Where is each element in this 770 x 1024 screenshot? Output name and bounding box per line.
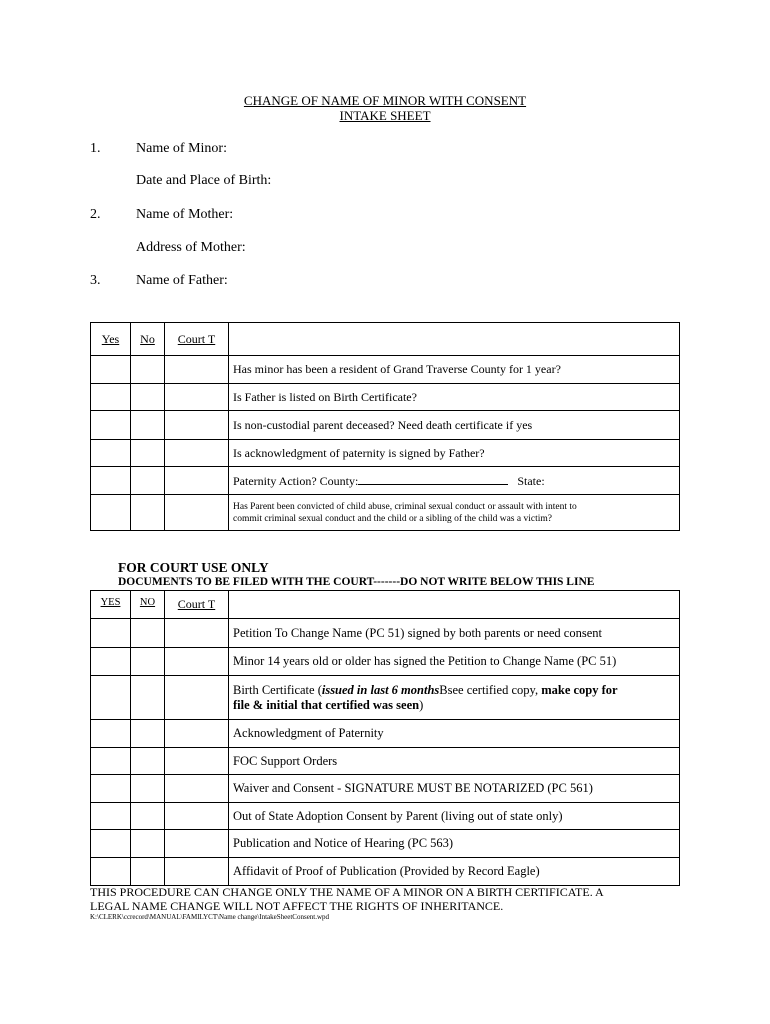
conviction-line-2: commit criminal sexual conduct and the child or a sibling of the child was a victim? [233, 513, 552, 524]
question-acknowledgment: Is acknowledgment of paternity is signed by Father? [229, 440, 680, 467]
footer-line-2: LEGAL NAME CHANGE WILL NOT AFFECT THE RIGHTS OF INHERITANCE. [90, 899, 504, 913]
table-row [91, 384, 680, 411]
birth-cert-initial: file & initial that certified was seen [233, 697, 420, 712]
yes-checkbox-cell[interactable] [91, 619, 131, 648]
birth-cert-see-certified: Bsee certified copy, [439, 682, 542, 697]
no-checkbox-cell[interactable] [131, 858, 165, 886]
court-cell[interactable] [165, 467, 229, 495]
table-row [91, 411, 680, 440]
no-checkbox-cell[interactable] [131, 648, 165, 676]
doc-foc-orders: FOC Support Orders [229, 748, 680, 775]
name-of-minor-label: Name of Minor: [136, 141, 227, 156]
court-header: Court T [165, 323, 229, 356]
yes-header: Yes [91, 323, 131, 356]
address-of-mother-label: Address of Mother: [136, 240, 246, 255]
form-subtitle: INTAKE SHEET [339, 108, 431, 123]
no-checkbox-cell[interactable] [131, 467, 165, 495]
court-cell[interactable] [165, 495, 229, 531]
yes-checkbox-cell[interactable] [91, 467, 131, 495]
yes-checkbox-cell[interactable] [91, 676, 131, 720]
item-number: 2. [90, 207, 101, 222]
doc-affidavit: Affidavit of Proof of Publication (Provided by Record Eagle) [229, 858, 680, 886]
footer-line-1: THIS PROCEDURE CAN CHANGE ONLY THE NAME OF A MINOR ON A BIRTH CERTIFICATE. A [90, 885, 604, 899]
file-path: K:\CLERK\ccrecord\MANUAL\FAMILYCT\Name change\IntakeSheetConsent.wpd [90, 913, 330, 921]
court-cell[interactable] [165, 830, 229, 858]
doc-waiver-consent: Waiver and Consent - SIGNATURE MUST BE NOTARIZED (PC 561) [229, 775, 680, 803]
table-row [91, 467, 680, 495]
yes-checkbox-cell[interactable] [91, 830, 131, 858]
table-row [91, 775, 680, 803]
conviction-line-1: Has Parent been convicted of child abuse, criminal sexual conduct or assault with intent to [233, 501, 577, 512]
yes-checkbox-cell[interactable] [91, 495, 131, 531]
yes-checkbox-cell[interactable] [91, 775, 131, 803]
item-number: 3. [90, 273, 101, 288]
table-row [91, 676, 680, 720]
yes-checkbox-cell[interactable] [91, 648, 131, 676]
no-checkbox-cell[interactable] [131, 619, 165, 648]
table-header-row [91, 323, 680, 356]
court-use-heading: FOR COURT USE ONLY [118, 560, 269, 575]
yes-checkbox-cell[interactable] [91, 720, 131, 748]
court-cell[interactable] [165, 775, 229, 803]
no-checkbox-cell[interactable] [131, 803, 165, 830]
table-row [91, 720, 680, 748]
doc-petition: Petition To Change Name (PC 51) signed by both parents or need consent [229, 619, 680, 648]
table-row [91, 648, 680, 676]
no-checkbox-cell[interactable] [131, 775, 165, 803]
court-documents-subheading: DOCUMENTS TO BE FILED WITH THE COURT-------DO NOT WRITE BELOW THIS LINE [118, 576, 595, 588]
table-row [91, 440, 680, 467]
question-paternity-action [229, 467, 680, 495]
paternity-county-label: Paternity Action? County: [233, 474, 359, 488]
birth-cert-issued: issued in last 6 months [321, 682, 440, 697]
no-checkbox-cell[interactable] [131, 384, 165, 411]
date-place-birth-label: Date and Place of Birth: [136, 173, 272, 188]
question-parent-deceased: Is non-custodial parent deceased? Need death certificate if yes [229, 411, 680, 440]
no-checkbox-cell[interactable] [131, 411, 165, 440]
doc-publication: Publication and Notice of Hearing (PC 563) [229, 830, 680, 858]
yes-checkbox-cell[interactable] [91, 411, 131, 440]
doc-minor-signed: Minor 14 years old or older has signed the Petition to Change Name (PC 51) [229, 648, 680, 676]
birth-cert-close: ) [419, 697, 424, 712]
county-field[interactable] [358, 472, 508, 485]
no-checkbox-cell[interactable] [131, 748, 165, 775]
doc-acknowledgment: Acknowledgment of Paternity [229, 720, 680, 748]
court-cell[interactable] [165, 356, 229, 384]
table-row [91, 830, 680, 858]
table-row [91, 858, 680, 886]
footer-notice [90, 885, 604, 913]
court-cell[interactable] [165, 619, 229, 648]
doc-out-of-state: Out of State Adoption Consent by Parent (living out of state only) [229, 803, 680, 830]
court-cell[interactable] [165, 411, 229, 440]
no-checkbox-cell[interactable] [131, 356, 165, 384]
paternity-state-label: State: [517, 474, 545, 488]
court-cell[interactable] [165, 676, 229, 720]
table-row [91, 356, 680, 384]
no-checkbox-cell[interactable] [131, 830, 165, 858]
item-number: 1. [90, 141, 101, 156]
doc-birth-certificate [229, 676, 680, 720]
table-row [91, 495, 680, 531]
name-of-father-label: Name of Father: [136, 273, 228, 288]
court-cell[interactable] [165, 858, 229, 886]
yes-checkbox-cell[interactable] [91, 748, 131, 775]
court-cell[interactable] [165, 803, 229, 830]
no-checkbox-cell[interactable] [131, 495, 165, 531]
yes-checkbox-cell[interactable] [91, 440, 131, 467]
no-header: NO [131, 591, 165, 619]
table-row [91, 748, 680, 775]
table-row [91, 619, 680, 648]
form-title: CHANGE OF NAME OF MINOR WITH CONSENT [243, 93, 527, 108]
court-cell[interactable] [165, 440, 229, 467]
court-documents-table [90, 590, 680, 886]
no-checkbox-cell[interactable] [131, 676, 165, 720]
yes-checkbox-cell[interactable] [91, 356, 131, 384]
no-header: No [131, 323, 165, 356]
question-resident: Has minor has been a resident of Grand Traverse County for 1 year? [229, 356, 680, 384]
birth-cert-make-copy: make copy for [541, 682, 618, 697]
yes-checkbox-cell[interactable] [91, 858, 131, 886]
no-checkbox-cell[interactable] [131, 440, 165, 467]
yes-checkbox-cell[interactable] [91, 384, 131, 411]
court-cell[interactable] [165, 720, 229, 748]
yes-checkbox-cell[interactable] [91, 803, 131, 830]
name-of-mother-label: Name of Mother: [136, 207, 234, 222]
no-checkbox-cell[interactable] [131, 720, 165, 748]
court-cell[interactable] [165, 384, 229, 411]
intake-table [90, 322, 680, 531]
birth-cert-text: Birth Certificate ( [233, 682, 322, 697]
question-father-listed: Is Father is listed on Birth Certificate? [229, 384, 680, 411]
table-row [91, 803, 680, 830]
question-conviction [229, 495, 680, 531]
yes-header: YES [91, 591, 131, 619]
court-header: Court T [165, 591, 229, 619]
court-cell[interactable] [165, 648, 229, 676]
court-cell[interactable] [165, 748, 229, 775]
table-header-row [91, 591, 680, 619]
